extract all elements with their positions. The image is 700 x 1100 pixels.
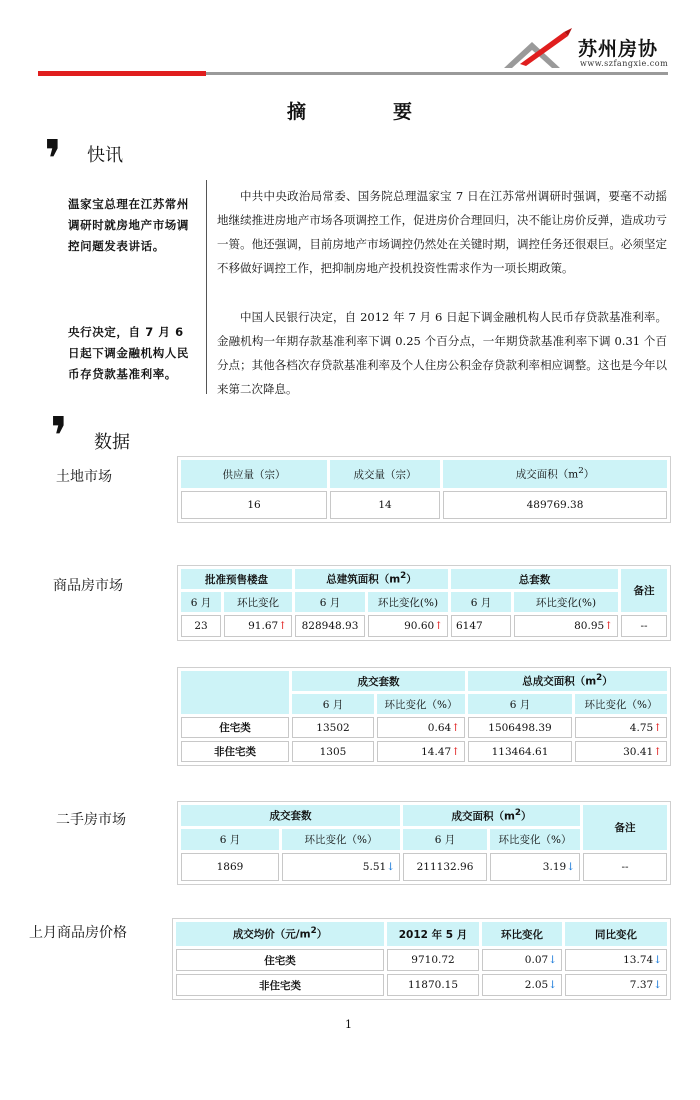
commercial-t2-sub: 环比变化（%）	[575, 694, 667, 714]
commercial-cell: 23	[181, 615, 221, 637]
commercial-t2-sub: 环比变化（%）	[377, 694, 465, 714]
price-cell: 0.07↓	[482, 949, 562, 971]
commercial-cell: 80.95↑	[514, 615, 618, 637]
section-marker-icon: ❜	[44, 130, 63, 190]
commercial-header-units: 总套数	[451, 569, 618, 589]
commercial-t2-cell: 0.64↑	[377, 717, 465, 738]
arrow-down-icon: ↓	[548, 979, 557, 991]
commercial-t2-row-name: 住宅类	[181, 717, 289, 738]
second-hand-cell: --	[583, 853, 667, 881]
commercial-t2-sub: 6 月	[468, 694, 572, 714]
commercial-t2-cell: 13502	[292, 717, 374, 738]
price-header-yoy: 同比变化	[565, 922, 667, 946]
price-cell: 2.05↓	[482, 974, 562, 996]
commercial-header-remark: 备注	[621, 569, 667, 612]
commercial-cell: --	[621, 615, 667, 637]
land-cell-supply: 16	[181, 491, 327, 519]
price-row-name: 非住宅类	[176, 974, 384, 996]
commercial-t2-cell: 14.47↑	[377, 741, 465, 762]
price-cell: 13.74↓	[565, 949, 667, 971]
arrow-up-icon: ↑	[278, 620, 287, 632]
second-hand-cell: 1869	[181, 853, 279, 881]
arrow-up-icon: ↑	[604, 620, 613, 632]
arrow-up-icon: ↑	[451, 745, 460, 758]
commercial-t2-header-units: 成交套数	[292, 671, 465, 691]
arrow-up-icon: ↑	[434, 620, 443, 632]
land-market-label: 土地市场	[56, 469, 112, 485]
arrow-up-icon: ↑	[451, 721, 460, 734]
second-hand-cell: 211132.96	[403, 853, 487, 881]
commercial-t2-cell: 30.41↑	[575, 741, 667, 762]
second-hand-sub: 6 月	[403, 829, 487, 850]
header-gray-bar	[206, 72, 668, 75]
commercial-table-2	[177, 667, 671, 766]
price-row-name: 住宅类	[176, 949, 384, 971]
commercial-t2-sub: 6 月	[292, 694, 374, 714]
logo-mark-icon	[502, 28, 574, 72]
second-hand-header-remark: 备注	[583, 805, 667, 850]
arrow-up-icon: ↑	[653, 721, 662, 734]
page-number: 1	[345, 1018, 352, 1031]
price-cell: 9710.72	[387, 949, 479, 971]
second-hand-sub: 6 月	[181, 829, 279, 850]
news-body-2: 中国人民银行决定，自 2012 年 7 月 6 日起下调金融机构人民币存贷款基准利率。金融机构一年期存款基准利率下调 0.25 个百分点，一年期贷款基准利率下调 0.31 个百分点；其他各档次存贷款基准利率及个人住房公积金存贷款利率相应调整。这也是今年以来第二次降息。	[217, 310, 667, 396]
page-title-part1: 摘	[287, 101, 307, 123]
second-hand-cell: 5.51↓	[282, 853, 400, 881]
logo-url: www.szfangxie.com	[580, 59, 669, 68]
page-title-part2: 要	[393, 101, 413, 123]
commercial-t2-cell: 1305	[292, 741, 374, 762]
commercial-t2-cell: 4.75↑	[575, 717, 667, 738]
commercial-sub-change: 环比变化(%)	[514, 592, 618, 612]
price-header-month: 2012 年 5 月	[387, 922, 479, 946]
commercial-cell: 828948.93	[295, 615, 365, 637]
commercial-sub-month: 6 月	[181, 592, 221, 612]
price-cell: 11870.15	[387, 974, 479, 996]
logo-name: 苏州房协	[578, 38, 659, 60]
arrow-up-icon: ↑	[653, 745, 662, 758]
land-cell-area: 489769.38	[443, 491, 667, 519]
arrow-down-icon: ↓	[653, 979, 662, 991]
section-marker-icon: ❜	[50, 407, 69, 467]
commercial-t2-row-name: 非住宅类	[181, 741, 289, 762]
section-title-data: 数据	[94, 432, 130, 453]
land-header-deal: 成交量（宗）	[330, 460, 440, 488]
arrow-down-icon: ↓	[566, 861, 575, 873]
commercial-header-area: 总建筑面积$(m^2)$	[295, 569, 448, 589]
commercial-sub-month: 6 月	[295, 592, 365, 612]
commercial-sub-month: 6 月	[451, 592, 511, 612]
commercial-sub-change: 环比变化(%)	[368, 592, 448, 612]
price-header-avg: 成交均价（元$/m^2$）	[176, 922, 384, 946]
commercial-t2-cell: 1506498.39	[468, 717, 572, 738]
arrow-down-icon: ↓	[386, 861, 395, 873]
second-hand-header-area: 成交面积$(m^2)$	[403, 805, 580, 826]
arrow-down-icon: ↓	[548, 954, 557, 966]
header-red-bar	[38, 71, 206, 76]
commercial-header-presale: 批准预售楼盘	[181, 569, 292, 589]
news-body-1: 中共中央政治局常委、国务院总理温家宝 7 日在江苏常州调研时强调，要毫不动摇地继续推进房地产市场各项调控工作，促进房价合理回归，决不能让房价反弹，造成功亏一篑。他还强调，目前房地产市场调控仍然处在关键时期，调控任务还很艰巨。必须坚定不移做好调控工作，把抑制房地产投机投资性需求作为一项长期政策。	[217, 189, 667, 275]
arrow-down-icon: ↓	[653, 954, 662, 966]
land-header-supply: 供应量（宗）	[181, 460, 327, 488]
second-hand-market-label: 二手房市场	[56, 812, 126, 828]
section-title-news: 快讯	[87, 145, 123, 166]
commercial-cell: 90.60↑	[368, 615, 448, 637]
second-hand-sub: 环比变化（%）	[490, 829, 580, 850]
commercial-t2-corner	[181, 671, 289, 714]
last-month-price-label: 上月商品房价格	[29, 925, 127, 941]
news-summary-2: 央行决定，自 7 月 6 日起下调金融机构人民币存贷款基准利率。	[68, 325, 189, 381]
commercial-t2-cell: 113464.61	[468, 741, 572, 762]
land-header-area: 成交面积$(m^2)$	[443, 460, 667, 488]
news-summary-1: 温家宝总理在江苏常州调研时就房地产市场调控问题发表讲话。	[68, 197, 189, 253]
price-cell: 7.37↓	[565, 974, 667, 996]
last-month-price-table	[172, 918, 671, 1000]
second-hand-cell: 3.19↓	[490, 853, 580, 881]
commercial-cell: 6147	[451, 615, 511, 637]
land-cell-deal: 14	[330, 491, 440, 519]
news-divider	[206, 180, 207, 394]
second-hand-header-units: 成交套数	[181, 805, 400, 826]
commercial-table-1	[177, 565, 671, 641]
land-market-table	[177, 456, 671, 523]
commercial-t2-header-area: 总成交面积$(m^2)$	[468, 671, 667, 691]
second-hand-table	[177, 801, 671, 885]
commercial-sub-change: 环比变化	[224, 592, 292, 612]
second-hand-sub: 环比变化（%）	[282, 829, 400, 850]
commercial-market-label: 商品房市场	[53, 578, 123, 594]
commercial-cell: 91.67↑	[224, 615, 292, 637]
price-header-mom: 环比变化	[482, 922, 562, 946]
